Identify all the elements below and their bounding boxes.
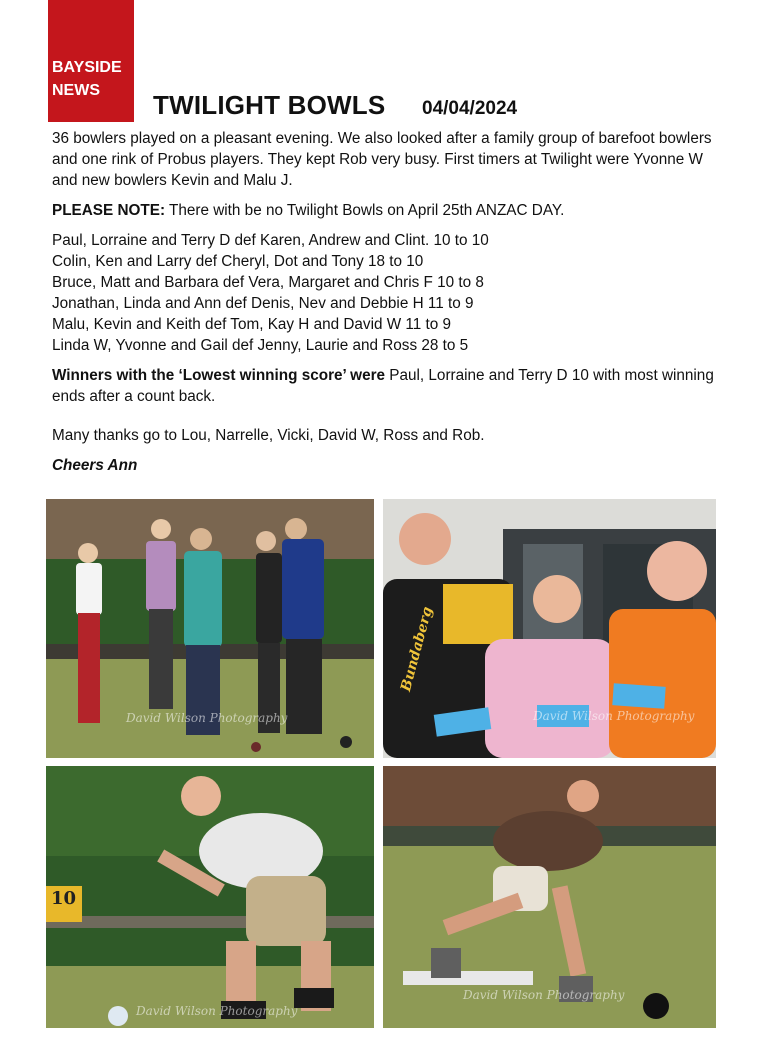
notice-text: There with be no Twilight Bowls on April 25th ANZAC DAY. — [165, 202, 565, 219]
shirt-sponsor-text: Bundaberg — [398, 605, 436, 694]
photo-watermark: David Wilson Photography — [463, 988, 625, 1002]
photo-bowler-left-image — [46, 766, 374, 1028]
notice-label: PLEASE NOTE: — [52, 202, 166, 219]
photo-watermark: David Wilson Photography — [126, 711, 288, 725]
photo-watermark: David Wilson Photography — [533, 709, 695, 723]
badge-line-1: BAYSIDE — [52, 59, 122, 76]
badge-line-2: NEWS — [52, 82, 100, 99]
result-line: Bruce, Matt and Barbara def Vera, Margaret and Chris F 10 to 8 — [52, 274, 484, 291]
winners-text: Paul, Lorraine and Terry D 10 with most winning ends after a count back. — [52, 367, 714, 405]
photo-watermark: David Wilson Photography — [136, 1004, 298, 1018]
notice-paragraph — [52, 200, 717, 221]
article-title: TWILIGHT BOWLS — [153, 90, 386, 120]
article-date: 04/04/2024 — [422, 98, 518, 119]
result-line: Paul, Lorraine and Terry D def Karen, Andrew and Clint. 10 to 10 — [52, 232, 489, 249]
intro-paragraph: 36 bowlers played on a pleasant evening. We also looked after a family group of barefoot bowlers and one rink of Probus players. They kept Rob very busy. First timers at Twilight were Yvonne W and new bowlers Kevin and Malu J. — [52, 130, 712, 189]
photo-winners — [383, 499, 716, 758]
results-list — [52, 230, 717, 356]
result-line: Jonathan, Linda and Ann def Denis, Nev and Debbie H 11 to 9 — [52, 295, 474, 312]
signoff: Cheers Ann — [52, 457, 138, 474]
result-line: Linda W, Yvonne and Gail def Jenny, Laurie and Ross 28 to 5 — [52, 337, 469, 354]
winners-paragraph — [52, 365, 717, 407]
thanks-paragraph: Many thanks go to Lou, Narrelle, Vicki, David W, Ross and Rob. — [52, 427, 485, 444]
photo-group-on-green — [46, 499, 374, 758]
result-line: Colin, Ken and Larry def Cheryl, Dot and Tony 18 to 10 — [52, 253, 424, 270]
result-line: Malu, Kevin and Keith def Tom, Kay H and David W 11 to 9 — [52, 316, 452, 333]
bayside-news-badge — [48, 0, 134, 122]
photo-bowler-right — [383, 766, 716, 1028]
photo-bowler-left — [46, 766, 374, 1028]
rink-number-board: 10 — [51, 888, 77, 909]
article-body — [52, 128, 717, 485]
winners-label: Winners with the ‘Lowest winning score’ were — [52, 367, 386, 384]
